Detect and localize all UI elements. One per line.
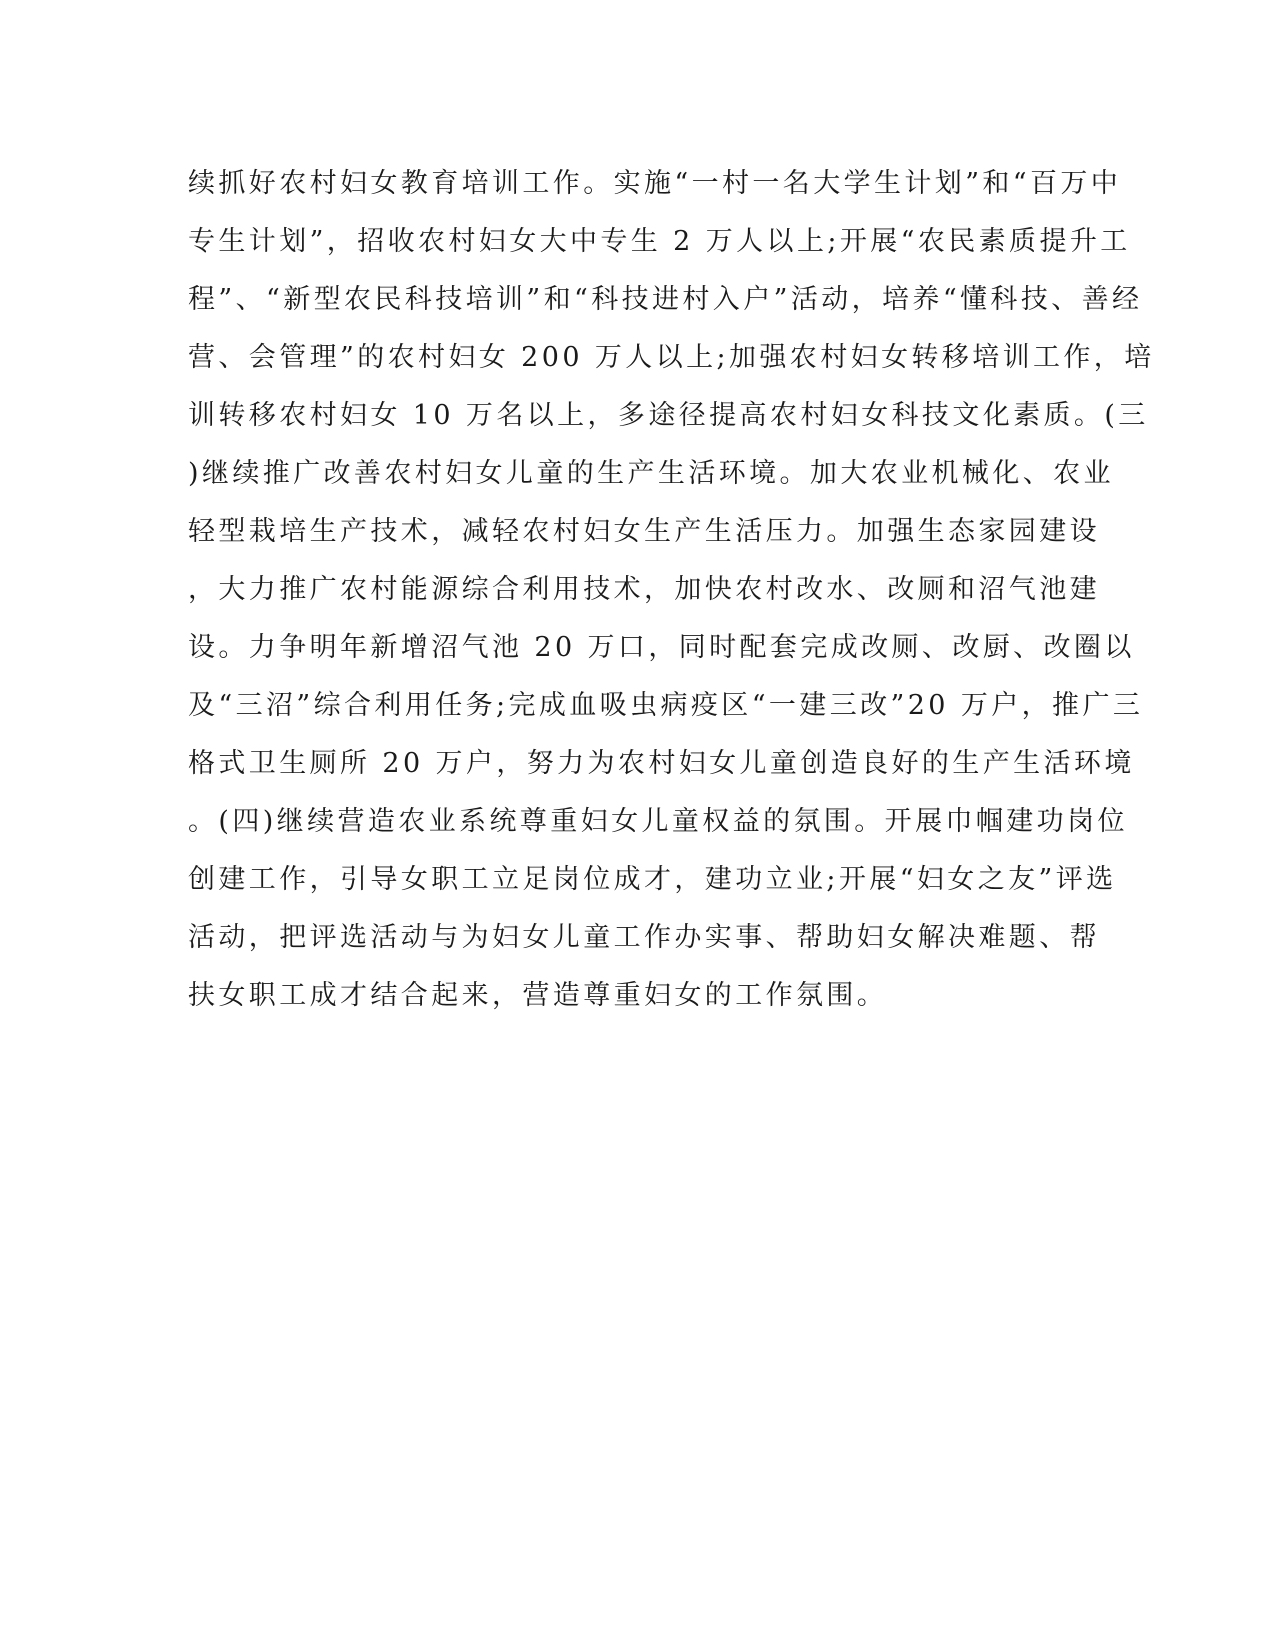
body-paragraph bbox=[188, 155, 1155, 1025]
text-line: 活动，把评选活动与为妇女儿童工作办实事、帮助妇女解决难题、帮 bbox=[188, 922, 1100, 953]
text-line: 程”、“新型农民科技培训”和“科技进村入户”活动，培养“懂科技、善经 bbox=[188, 284, 1143, 315]
text-line: 。(四)继续营造农业系统尊重妇女儿童权益的氛围。开展巾帼建功岗位 bbox=[188, 806, 1128, 837]
text-line: 训转移农村妇女 10 万名以上，多途径提高农村妇女科技文化素质。(三 bbox=[188, 400, 1149, 431]
text-line: 格式卫生厕所 20 万户，努力为农村妇女儿童创造良好的生产生活环境 bbox=[188, 748, 1135, 779]
text-line: 续抓好农村妇女教育培训工作。实施“一村一名大学生计划”和“百万中 bbox=[188, 168, 1122, 199]
text-line: 营、会管理”的农村妇女 200 万人以上;加强农村妇女转移培训工作，培 bbox=[188, 342, 1155, 373]
text-line: ，大力推广农村能源综合利用技术，加快农村改水、改厕和沼气池建 bbox=[188, 574, 1100, 605]
text-line: 轻型栽培生产技术，减轻农村妇女生产生活压力。加强生态家园建设 bbox=[188, 516, 1100, 547]
text-line: 创建工作，引导女职工立足岗位成才，建功立业;开展“妇女之友”评选 bbox=[188, 864, 1117, 895]
text-line: 扶女职工成才结合起来，营造尊重妇女的工作氛围。 bbox=[188, 980, 888, 1011]
text-line: 专生计划”，招收农村妇女大中专生 2 万人以上;开展“农民素质提升工 bbox=[188, 226, 1131, 257]
text-line: 设。力争明年新增沼气池 20 万口，同时配套完成改厕、改厨、改圈以 bbox=[188, 632, 1135, 663]
text-line: 及“三沼”综合利用任务;完成血吸虫病疫区“一建三改”20 万户，推广三 bbox=[188, 690, 1144, 721]
text-line: )继续推广改善农村妇女儿童的生产生活环境。加大农业机械化、农业 bbox=[188, 458, 1114, 489]
